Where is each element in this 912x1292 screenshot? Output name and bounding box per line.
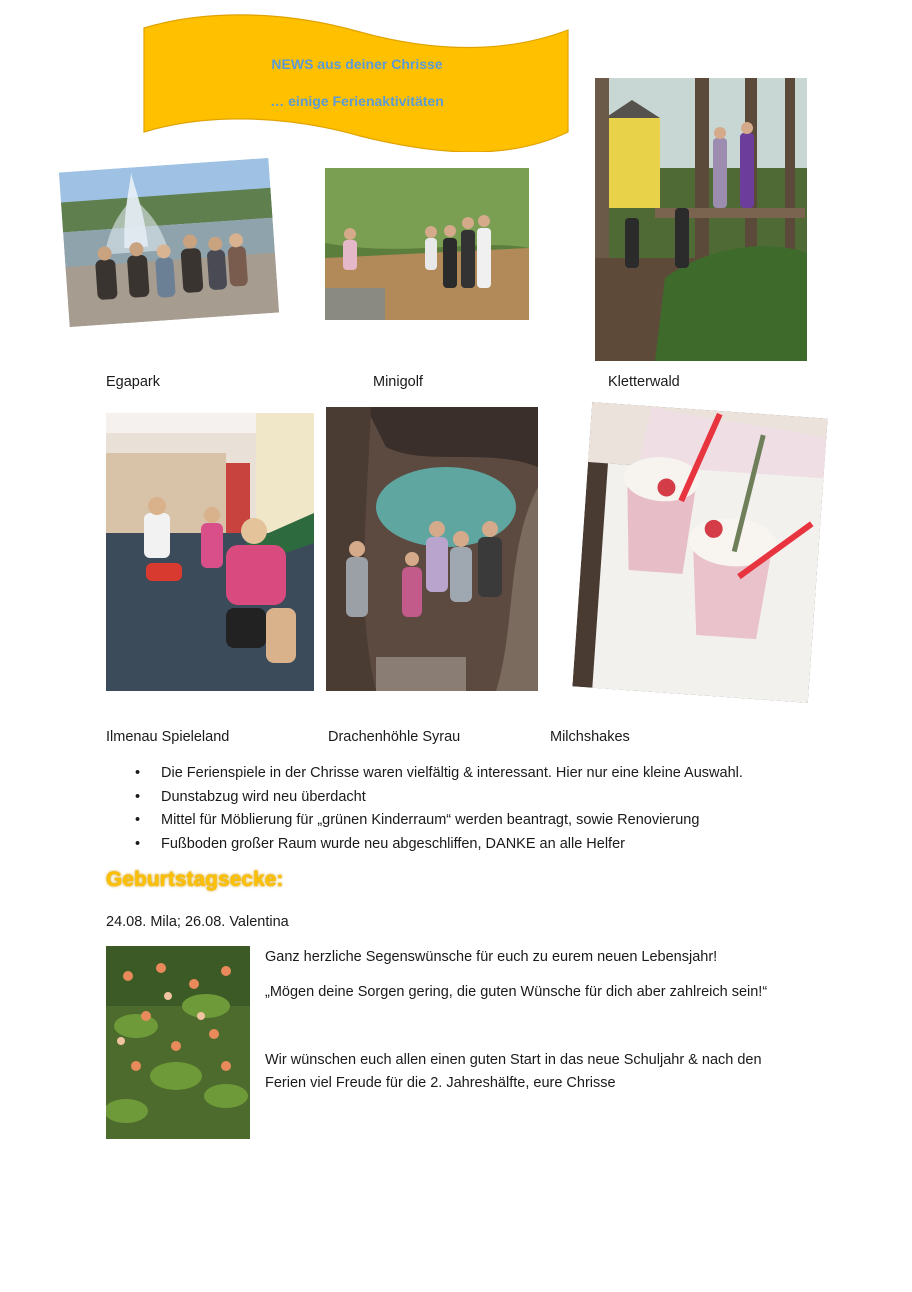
list-item: • Die Ferienspiele in der Chrisse waren vielfältig & interessant. Hier nur eine kleine Auswahl. — [106, 762, 826, 786]
bullet-icon: • — [135, 812, 141, 828]
birthday-heading: Geburtstagsecke: — [106, 868, 284, 891]
closing-message: Wir wünschen euch allen einen guten Start in das neue Schuljahr & nach den Ferien viel Freude für die 2. Jahreshälfte, eure Chrisse — [265, 1052, 762, 1091]
birthday-wish: Ganz herzliche Segenswünsche für euch zu eurem neuen Lebensjahr! — [265, 949, 718, 965]
list-item: • Dunstabzug wird neu überdacht — [106, 786, 826, 810]
caption-egapark: Egapark — [106, 374, 161, 390]
list-item: • Fußboden großer Raum wurde neu abgeschliffen, DANKE an alle Helfer — [106, 833, 826, 857]
news-bullet-list — [106, 762, 826, 856]
birthday-quote: „Mögen deine Sorgen gering, die guten Wünsche für dich aber zahlreich sein!“ — [265, 984, 768, 1000]
caption-spieleland: Ilmenau Spieleland — [106, 729, 230, 745]
birthday-dates: 24.08. Mila; 26.08. Valentina — [106, 914, 289, 930]
caption-milchshakes: Milchshakes — [550, 729, 630, 745]
bullet-icon: • — [135, 835, 141, 852]
photo-spieleland — [106, 413, 314, 691]
news-banner — [140, 10, 574, 152]
photo-minigolf — [325, 168, 529, 320]
banner-title: NEWS aus deiner Chrisse — [271, 56, 443, 72]
photo-milchshakes — [572, 402, 827, 703]
banner-wave-shape — [140, 10, 574, 152]
photo-drachenhoehle — [326, 407, 538, 691]
bullet-icon: • — [135, 765, 141, 781]
list-item: • Mittel für Möblierung für „grünen Kinderraum“ werden beantragt, sowie Renovierung — [106, 809, 826, 833]
banner-subtitle: … einige Ferienaktivitäten — [270, 93, 444, 109]
photo-flowers — [106, 946, 250, 1139]
caption-kletterwald: Kletterwald — [608, 374, 680, 390]
bullet-icon: • — [135, 788, 141, 805]
photo-egapark — [59, 158, 279, 327]
photo-kletterwald — [595, 78, 807, 361]
caption-minigolf: Minigolf — [373, 374, 423, 390]
caption-drachenhoehle: Drachenhöhle Syrau — [328, 729, 461, 745]
